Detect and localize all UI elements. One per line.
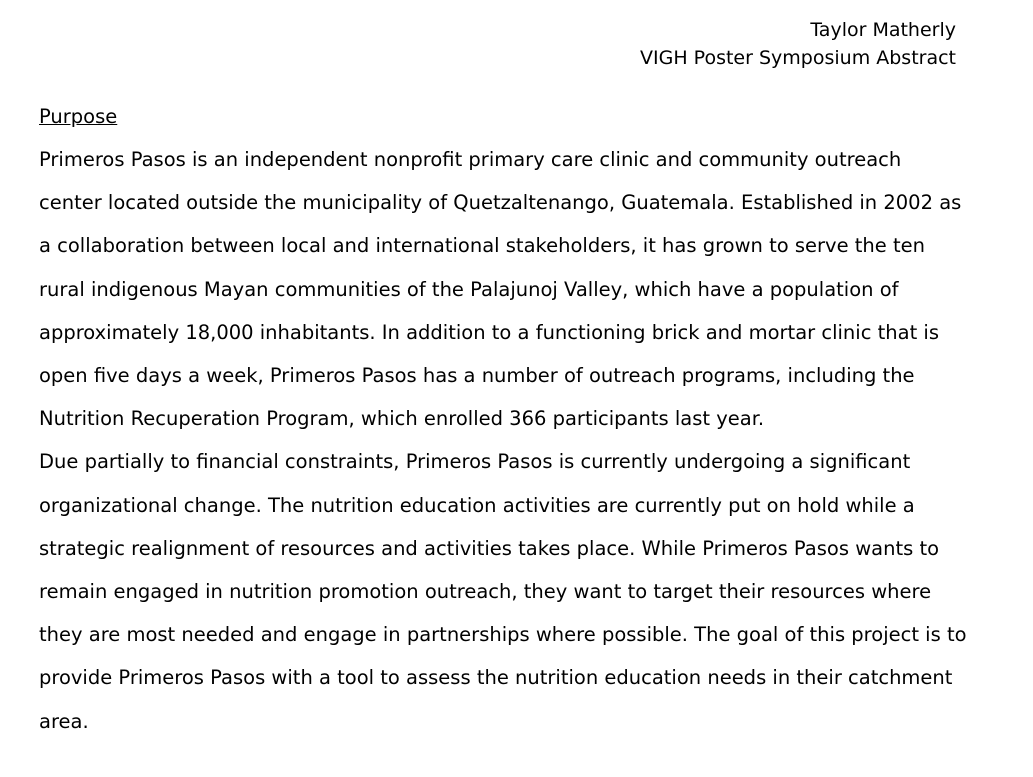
author-name: Taylor Matherly [810, 19, 956, 41]
event-title: VIGH Poster Symposium Abstract [640, 47, 956, 69]
section-heading: Purpose [39, 105, 118, 128]
paragraph-2: Due partially to financial constraints, Primeros Pasos is currently undergoing a significant organizational change. The nutrition education activities are currently put on hold while a strategic realignment of resources and activities takes place. While Primeros Pasos wants to remain engaged in nutrition promotion outreach, they want to target their resources where they are most needed and engage in partnerships where possible. The goal of this project is to provide Primeros Pasos with a tool to assess the nutrition education needs in their catchment area. [39, 450, 967, 733]
paragraph-1: Primeros Pasos is an independent nonprofit primary care clinic and community outreach center located outside the municipality of Quetzaltenango, Guatemala. Established in 2002 as a collaboration between local and international stakeholders, it has grown to serve the ten rural indigenous Mayan communities of the Palajunoj Valley, which have a population of approximately 18,000 inhabitants. In addition to a functioning brick and mortar clinic that is open five days a week, Primeros Pasos has a number of outreach programs, including the Nutrition Recuperation Program, which enrolled 366 participants last year. [39, 148, 962, 431]
abstract-body [39, 102, 969, 743]
document-header [640, 16, 956, 72]
